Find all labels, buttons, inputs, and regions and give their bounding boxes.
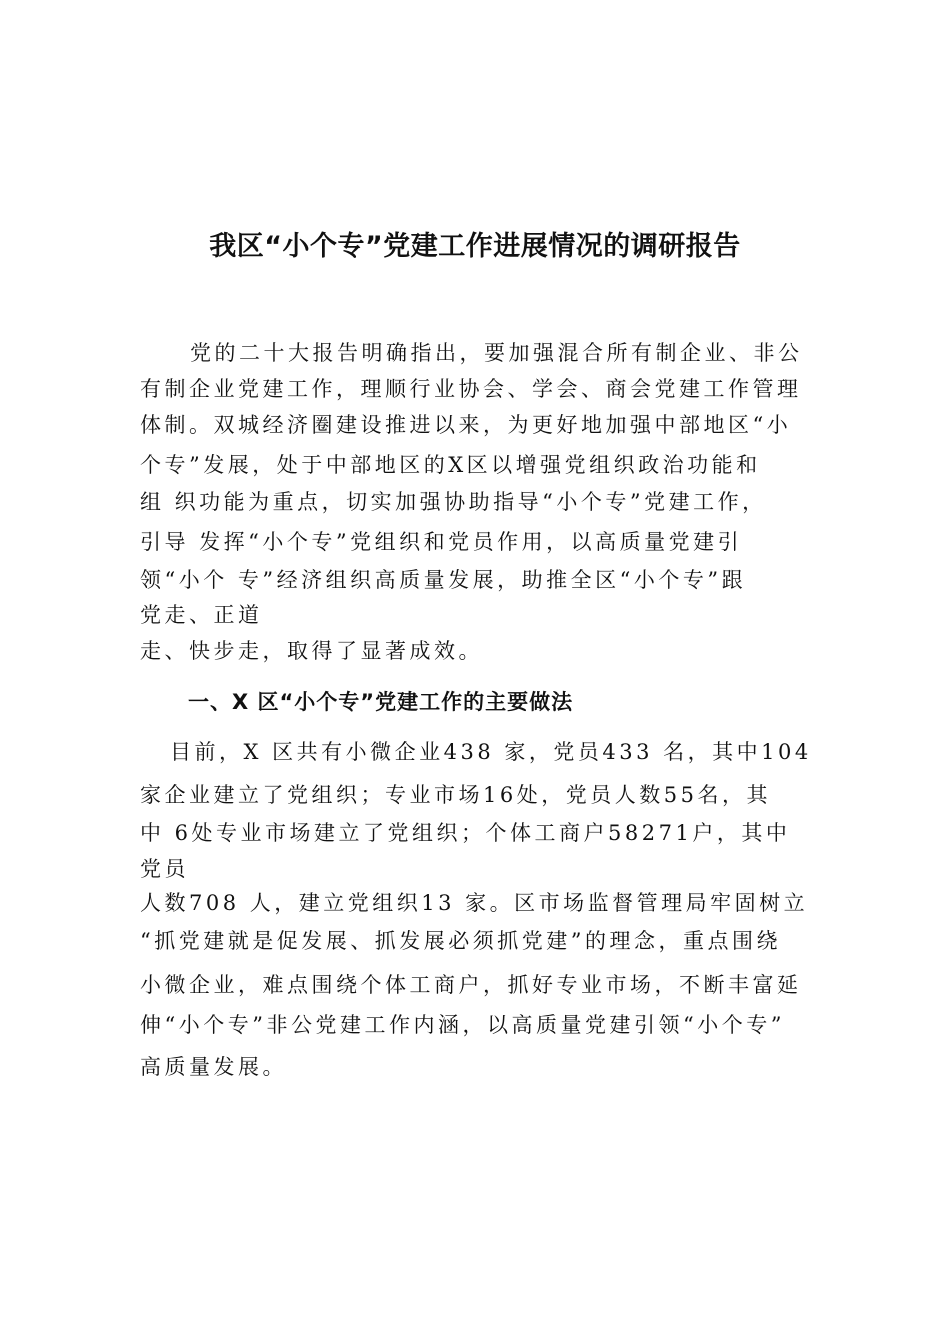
intro-line-1: 党的二十大报告明确指出，要加强混合所有制企业、非公 <box>190 341 803 365</box>
section-1-line-9: 高质量发展。 <box>140 1055 287 1079</box>
section-1-line-3: 中 6处专业市场建立了党组织；个体工商户58271户，其中 <box>140 821 791 845</box>
section-1-line-8: 伸“小个专”非公党建工作内涵，以高质量党建引领“小个专” <box>140 1013 785 1037</box>
section-1-line-4: 党员 <box>140 857 189 881</box>
section-1-heading: 一、X 区“小个专”党建工作的主要做法 <box>188 690 574 714</box>
intro-line-9: 走、快步走，取得了显著成效。 <box>140 639 483 663</box>
section-1-line-1: 目前，X 区共有小微企业438 家，党员433 名，其中104 <box>170 740 812 764</box>
document-title: 我区“小个专”党建工作进展情况的调研报告 <box>209 231 741 262</box>
intro-line-3: 体制。双城经济圈建设推进以来，为更好地加强中部地区“小 <box>140 413 792 437</box>
intro-line-7: 领“小个 专”经济组织高质量发展，助推全区“小个专”跟 <box>140 568 747 592</box>
section-1-line-2: 家企业建立了党组织；专业市场16处，党员人数55名，其 <box>140 783 771 807</box>
intro-line-5: 组 织功能为重点，切实加强协助指导“小个专”党建工作， <box>140 490 767 514</box>
section-1-line-5: 人数708 人，建立党组织13 家。区市场监督管理局牢固树立 <box>140 891 809 915</box>
intro-line-2: 有制企业党建工作，理顺行业协会、学会、商会党建工作管理 <box>140 377 802 401</box>
section-1-line-6: “抓党建就是促发展、抓发展必须抓党建”的理念，重点围绕 <box>140 929 781 953</box>
intro-line-8: 党走、正道 <box>140 603 263 627</box>
section-1-line-7: 小微企业，难点围绕个体工商户，抓好专业市场，不断丰富延 <box>140 973 802 997</box>
intro-line-6: 引导 发挥“小个专”党组织和党员作用，以高质量党建引 <box>140 530 743 554</box>
intro-line-4: 个专”发展，处于中部地区的X区以增强党组织政治功能和 <box>140 453 761 477</box>
